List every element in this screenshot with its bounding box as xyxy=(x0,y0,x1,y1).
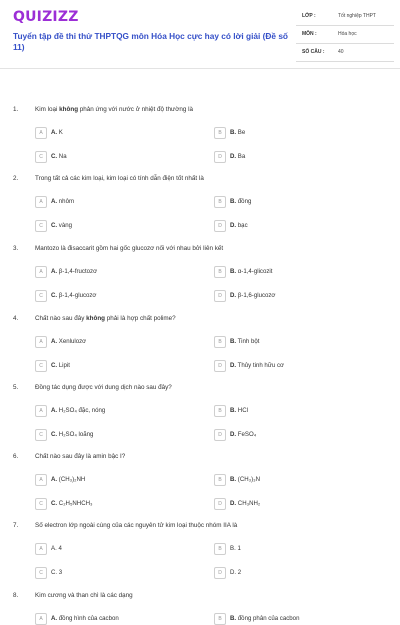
option-text: (CH₃)₃N xyxy=(236,475,261,483)
option-key: B. xyxy=(230,614,237,622)
question-number: 2. xyxy=(13,175,19,182)
option-label xyxy=(230,129,245,136)
option-text: Be xyxy=(236,128,246,136)
option-checkbox[interactable]: A xyxy=(35,543,47,555)
option-checkbox[interactable]: D xyxy=(214,220,226,232)
option-label xyxy=(51,198,74,205)
option-label xyxy=(230,615,299,622)
option-checkbox[interactable]: D xyxy=(214,567,226,579)
option-label xyxy=(230,362,284,369)
option-checkbox[interactable]: D xyxy=(214,429,226,441)
option-text: Lipit xyxy=(57,361,70,369)
meta-value: Hóa học xyxy=(338,31,357,37)
option-label xyxy=(51,129,63,136)
option-checkbox[interactable]: A xyxy=(35,474,47,486)
option-key: D. xyxy=(230,152,237,160)
question-number: 8. xyxy=(13,592,19,599)
option-checkbox[interactable]: D xyxy=(214,498,226,510)
question-text-part: Đồng tác dụng được với dung dịch nào sau đây? xyxy=(35,384,172,391)
option-text: (CH₃)₂NH xyxy=(57,475,86,483)
question-number: 3. xyxy=(13,245,19,252)
option-key: D. xyxy=(230,430,237,438)
option-checkbox[interactable]: A xyxy=(35,405,47,417)
meta-label: SỐ CÂU : xyxy=(302,49,325,55)
question-text-part: Mantozo là đisaccarit gồm hai gốc glucozơ nối với nhau bởi liên kết xyxy=(35,245,224,252)
option-label xyxy=(51,153,67,160)
option-text: C. 3 xyxy=(51,568,63,576)
option-checkbox[interactable]: B xyxy=(214,336,226,348)
option-key: B. xyxy=(230,267,237,275)
option-text: K xyxy=(57,128,63,136)
question-text xyxy=(35,175,204,182)
option-text: HCl xyxy=(236,406,248,414)
question-text-part: Chất nào sau đây là amin bậc I? xyxy=(35,453,126,460)
question-text-part: Số electron lớp ngoài cùng của các nguyên tử kim loại thuộc nhóm IIA là xyxy=(35,522,238,529)
option-label xyxy=(51,338,86,345)
option-key: C. xyxy=(51,430,58,438)
option-key: B. xyxy=(230,475,237,483)
option-checkbox[interactable]: A xyxy=(35,196,47,208)
option-key: A. xyxy=(51,475,58,483)
option-key: A. xyxy=(51,614,58,622)
option-label xyxy=(230,476,260,483)
option-key: B. xyxy=(230,406,237,414)
option-checkbox[interactable]: B xyxy=(214,266,226,278)
question-number: 7. xyxy=(13,522,19,529)
option-label xyxy=(230,338,259,345)
question-number: 1. xyxy=(13,106,19,113)
option-checkbox[interactable]: C xyxy=(35,429,47,441)
option-key: B. xyxy=(230,337,237,345)
question-text xyxy=(35,245,223,252)
option-key: A. xyxy=(51,267,58,275)
option-key: D. xyxy=(230,291,237,299)
meta-row-question-count xyxy=(296,48,394,62)
option-text: H₂SO₄ đặc, nóng xyxy=(57,406,106,414)
worksheet-header xyxy=(0,0,400,68)
option-text: C₂H₅NHCH₃ xyxy=(57,499,93,507)
option-text: vàng xyxy=(57,221,73,229)
meta-value: 40 xyxy=(338,49,344,55)
option-text: Xenlulozơ xyxy=(57,337,87,345)
option-checkbox[interactable]: B xyxy=(214,613,226,625)
option-key: D. xyxy=(230,499,237,507)
option-label xyxy=(230,268,272,275)
worksheet-meta xyxy=(296,12,394,66)
option-checkbox[interactable]: C xyxy=(35,567,47,579)
question-text-part: phải là hợp chất polime? xyxy=(105,315,176,322)
option-text: α-1,4-glicozit xyxy=(236,267,273,275)
option-key: D. xyxy=(230,361,237,369)
option-key: B. xyxy=(230,197,237,205)
option-key: C. xyxy=(51,499,58,507)
option-text: B. 1 xyxy=(230,544,241,552)
option-key: C. xyxy=(51,291,58,299)
meta-value: Tốt nghiệp THPT xyxy=(338,13,376,19)
option-text: Ba xyxy=(236,152,246,160)
option-text: A. 4 xyxy=(51,544,62,552)
question-number: 6. xyxy=(13,453,19,460)
option-checkbox[interactable]: B xyxy=(214,127,226,139)
header-divider xyxy=(0,68,400,69)
option-checkbox[interactable]: D xyxy=(214,290,226,302)
option-label xyxy=(51,292,96,299)
question-text-part: Kim loại xyxy=(35,106,60,113)
option-label xyxy=(51,362,70,369)
option-label xyxy=(230,569,241,576)
option-checkbox[interactable]: A xyxy=(35,336,47,348)
option-key: A. xyxy=(51,406,58,414)
option-checkbox[interactable]: A xyxy=(35,613,47,625)
option-label xyxy=(230,545,241,552)
option-text: đồng xyxy=(236,197,252,205)
option-label xyxy=(51,545,62,552)
option-text: Tinh bột xyxy=(236,337,260,345)
option-label xyxy=(51,569,62,576)
quizizz-logo: QUIZIZZ xyxy=(13,9,79,25)
question-text-part: Chất nào sau đây xyxy=(35,315,87,322)
option-text: đồng hình của cacbon xyxy=(57,614,119,622)
option-label xyxy=(51,500,93,507)
question-text xyxy=(35,453,125,460)
option-label xyxy=(230,198,251,205)
option-checkbox[interactable]: D xyxy=(214,360,226,372)
option-label xyxy=(51,268,97,275)
option-label xyxy=(230,407,248,414)
question-text xyxy=(35,592,133,599)
option-text: β-1,4-glucozơ xyxy=(57,291,97,299)
option-checkbox[interactable]: B xyxy=(214,543,226,555)
option-key: C. xyxy=(51,221,58,229)
worksheet-title: Tuyển tập đề thi thử THPTQG môn Hóa Học cực hay có lời giải (Đề số 11) xyxy=(13,31,288,52)
option-label xyxy=(230,431,256,438)
option-checkbox[interactable]: B xyxy=(214,196,226,208)
question-emphasis: không xyxy=(86,315,106,322)
option-checkbox[interactable]: C xyxy=(35,290,47,302)
meta-row-grade xyxy=(296,12,394,26)
option-checkbox[interactable]: D xyxy=(214,151,226,163)
question-number: 5. xyxy=(13,384,19,391)
option-text: β-1,6-glucozơ xyxy=(236,291,276,299)
question-text xyxy=(35,106,193,113)
option-text: bạc xyxy=(236,221,248,229)
option-checkbox[interactable]: C xyxy=(35,360,47,372)
option-checkbox[interactable]: B xyxy=(214,405,226,417)
option-key: A. xyxy=(51,197,58,205)
option-checkbox[interactable]: C xyxy=(35,498,47,510)
option-label xyxy=(230,153,245,160)
option-text: β-1,4-fructozơ xyxy=(57,267,98,275)
option-key: A. xyxy=(51,128,58,136)
option-checkbox[interactable]: B xyxy=(214,474,226,486)
option-key: C. xyxy=(51,152,58,160)
question-text xyxy=(35,522,237,529)
meta-label: LỚP : xyxy=(302,13,316,19)
option-checkbox[interactable]: A xyxy=(35,127,47,139)
option-text: nhôm xyxy=(57,197,75,205)
option-text: H₂SO₄ loãng xyxy=(57,430,94,438)
question-text xyxy=(35,384,172,391)
meta-row-subject xyxy=(296,30,394,44)
option-checkbox[interactable]: A xyxy=(35,266,47,278)
option-label xyxy=(230,292,275,299)
question-text-part: Kim cương và than chì là các dạng xyxy=(35,592,133,599)
question-text xyxy=(35,315,176,322)
option-text: D. 2 xyxy=(230,568,242,576)
option-label xyxy=(51,407,105,414)
question-emphasis: không xyxy=(59,106,79,113)
option-key: B. xyxy=(230,128,237,136)
option-key: A. xyxy=(51,337,58,345)
option-text: CH₃NH₂ xyxy=(236,499,261,507)
option-text: FeSO₄ xyxy=(236,430,257,438)
option-text: Thủy tinh hữu cơ xyxy=(236,361,285,369)
question-text-part: Trong tất cả các kim loại, kim loại có tính dẫn điện tốt nhất là xyxy=(35,175,204,182)
option-key: D. xyxy=(230,221,237,229)
question-text-part: phản ứng với nước ở nhiệt độ thường là xyxy=(78,106,193,113)
option-label xyxy=(51,476,85,483)
meta-label: MÔN : xyxy=(302,31,317,37)
option-checkbox[interactable]: C xyxy=(35,151,47,163)
option-label xyxy=(51,222,72,229)
option-text: đồng phân của cacbon xyxy=(236,614,300,622)
option-label xyxy=(51,615,119,622)
option-label xyxy=(51,431,93,438)
option-checkbox[interactable]: C xyxy=(35,220,47,232)
option-label xyxy=(230,222,248,229)
question-number: 4. xyxy=(13,315,19,322)
option-key: C. xyxy=(51,361,58,369)
option-label xyxy=(230,500,260,507)
option-text: Na xyxy=(57,152,67,160)
